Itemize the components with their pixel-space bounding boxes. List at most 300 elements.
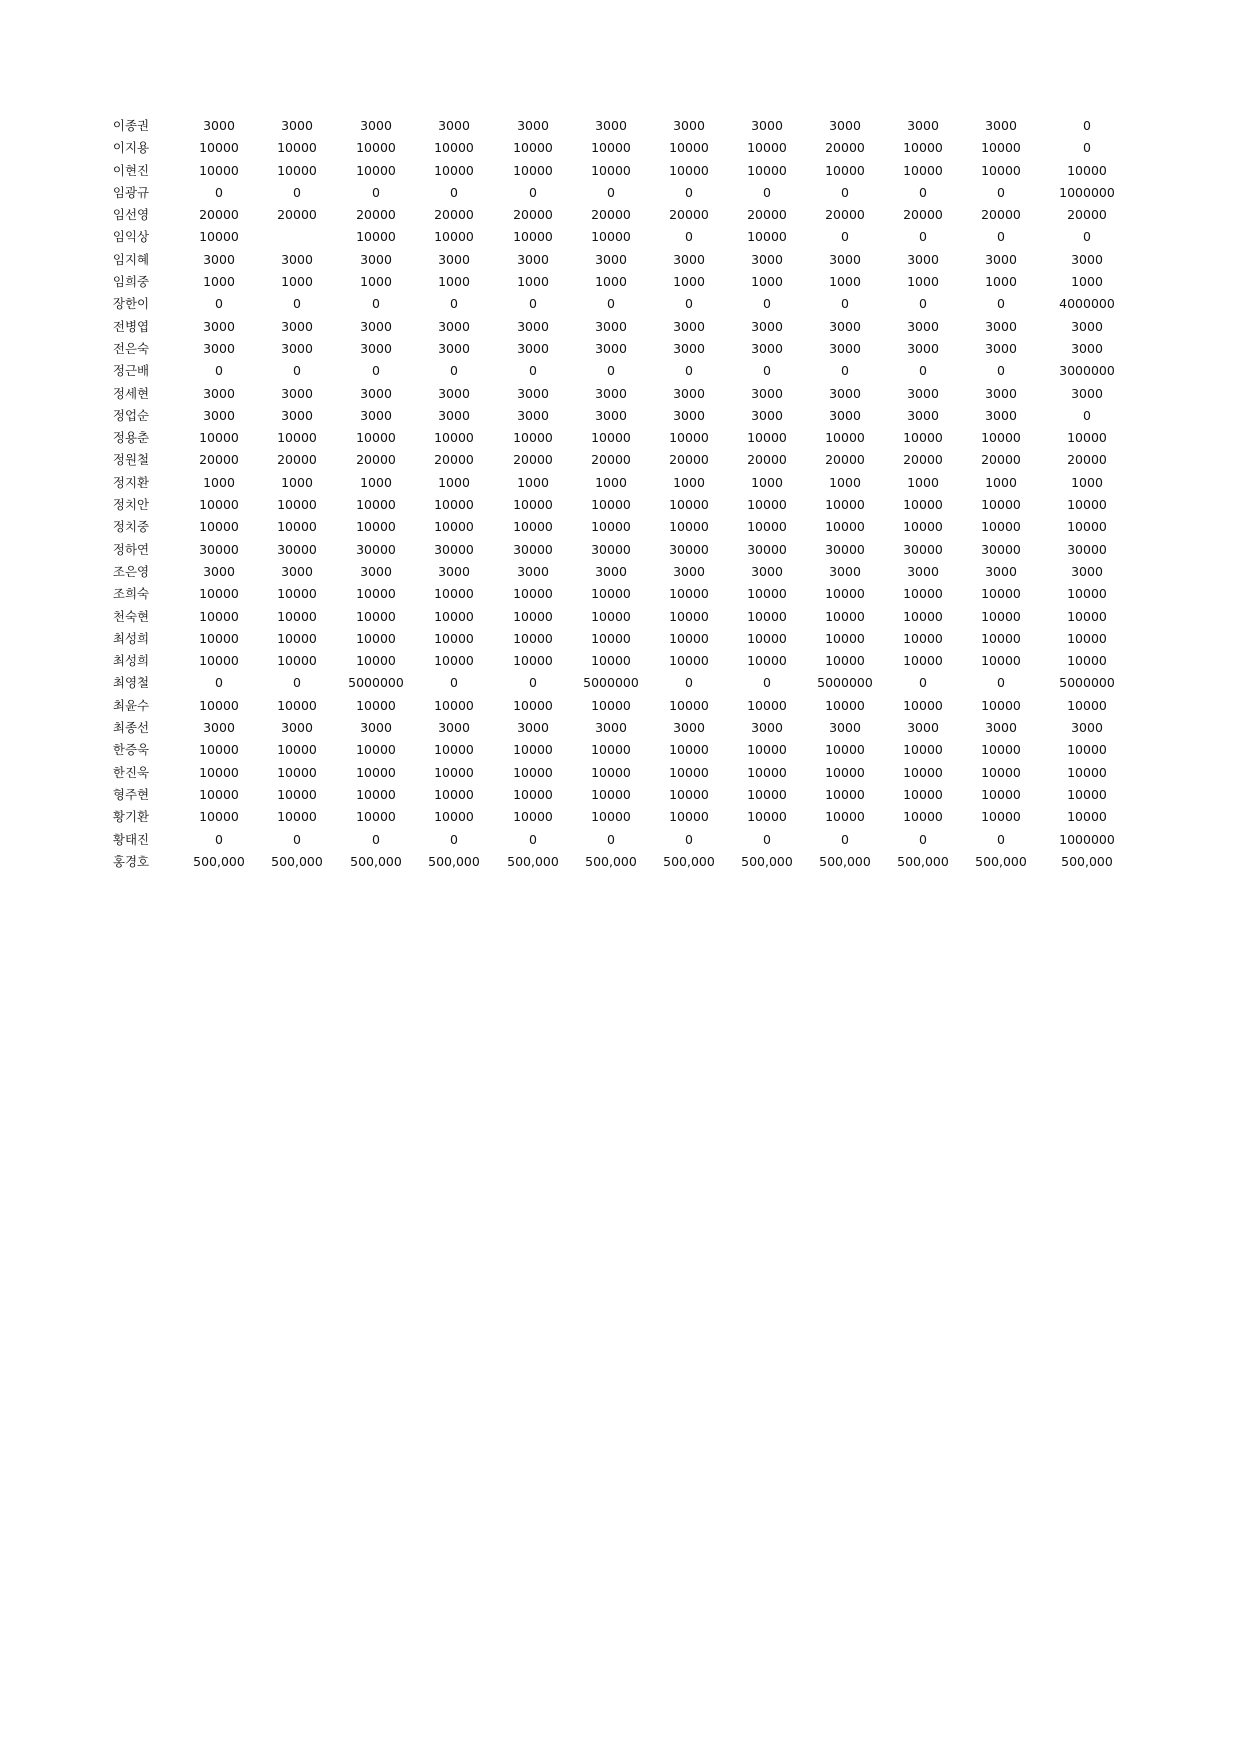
amount-cell: 20000 xyxy=(981,207,1021,223)
table-row xyxy=(108,606,1133,628)
amount-cell: 10000 xyxy=(981,608,1021,624)
row-name: 정치안 xyxy=(112,497,150,513)
amount-cell: 3000 xyxy=(673,251,705,267)
amount-cell: 10000 xyxy=(747,764,787,780)
amount-cell: 10000 xyxy=(825,786,865,802)
amount-cell: 3000 xyxy=(281,407,313,423)
row-name: 임익상 xyxy=(112,229,150,245)
table-row xyxy=(108,650,1133,672)
amount-cell: 10000 xyxy=(199,519,239,535)
amount-cell: 3000 xyxy=(985,118,1017,133)
amount-cell: 0 xyxy=(293,184,301,200)
amount-cell: 3000 xyxy=(1071,563,1103,579)
amount-cell: 3000 xyxy=(829,407,861,423)
amount-cell: 10000 xyxy=(356,697,396,713)
amount-cell: 10000 xyxy=(513,764,553,780)
amount-cell: 0 xyxy=(293,675,301,691)
amount-cell: 500,000 xyxy=(975,853,1027,869)
amount-cell: 10000 xyxy=(591,786,631,802)
amount-cell: 0 xyxy=(919,229,927,245)
amount-cell: 0 xyxy=(607,296,615,312)
amount-cell: 3000 xyxy=(985,340,1017,356)
amount-cell: 10000 xyxy=(434,630,474,646)
amount-cell: 1000 xyxy=(1071,274,1103,290)
amount-cell: 1000 xyxy=(595,474,627,490)
amount-cell: 3000 xyxy=(985,720,1017,736)
table-row xyxy=(108,739,1133,761)
amount-cell: 10000 xyxy=(669,586,709,602)
amount-cell: 0 xyxy=(293,831,301,847)
amount-cell: 10000 xyxy=(356,742,396,758)
amount-cell: 0 xyxy=(1083,229,1091,245)
amount-cell: 3000 xyxy=(360,318,392,334)
table-row xyxy=(108,762,1133,784)
amount-cell: 10000 xyxy=(903,742,943,758)
amount-cell: 20000 xyxy=(903,207,943,223)
amount-cell: 10000 xyxy=(513,742,553,758)
amount-cell: 0 xyxy=(529,675,537,691)
amount-cell: 10000 xyxy=(199,809,239,825)
amount-cell: 3000 xyxy=(907,563,939,579)
amount-cell: 10000 xyxy=(513,697,553,713)
amount-cell: 10000 xyxy=(199,430,239,446)
amount-cell: 3000 xyxy=(438,318,470,334)
row-name: 정업순 xyxy=(112,407,150,423)
amount-cell: 0 xyxy=(685,184,693,200)
amount-cell: 3000 xyxy=(1071,720,1103,736)
amount-cell: 10000 xyxy=(199,742,239,758)
amount-cell: 10000 xyxy=(513,430,553,446)
amount-cell: 10000 xyxy=(825,497,865,513)
amount-cell: 1000 xyxy=(673,274,705,290)
amount-cell: 10000 xyxy=(747,586,787,602)
amount-cell: 3000 xyxy=(595,720,627,736)
amount-cell: 0 xyxy=(215,675,223,691)
table-row xyxy=(108,516,1133,538)
amount-cell: 1000 xyxy=(751,274,783,290)
amount-cell: 10000 xyxy=(825,697,865,713)
amount-cell: 500,000 xyxy=(663,853,715,869)
amount-cell: 10000 xyxy=(825,162,865,178)
amount-cell: 10000 xyxy=(591,430,631,446)
amount-cell: 10000 xyxy=(277,653,317,669)
amount-cell: 10000 xyxy=(747,229,787,245)
amount-cell: 5000000 xyxy=(1059,675,1115,691)
amount-cell: 3000 xyxy=(751,118,783,133)
amount-cell: 0 xyxy=(919,675,927,691)
amount-cell: 30000 xyxy=(356,541,396,557)
amount-cell: 3000 xyxy=(517,251,549,267)
amount-cell: 20000 xyxy=(747,207,787,223)
amount-cell: 10000 xyxy=(356,229,396,245)
amount-cell: 0 xyxy=(372,831,380,847)
amount-cell: 1000000 xyxy=(1059,184,1115,200)
amount-cell: 10000 xyxy=(747,742,787,758)
table-row xyxy=(108,539,1133,561)
amount-cell: 10000 xyxy=(277,742,317,758)
amount-cell: 30000 xyxy=(903,541,943,557)
amount-cell: 0 xyxy=(919,831,927,847)
amount-cell: 20000 xyxy=(356,452,396,468)
amount-cell: 20000 xyxy=(669,452,709,468)
amount-cell: 10000 xyxy=(591,630,631,646)
amount-cell: 10000 xyxy=(277,697,317,713)
amount-cell: 3000 xyxy=(517,318,549,334)
amount-cell: 0 xyxy=(997,184,1005,200)
amount-cell: 10000 xyxy=(903,519,943,535)
amount-cell: 0 xyxy=(607,831,615,847)
table-row xyxy=(108,204,1133,226)
amount-cell: 10000 xyxy=(1067,586,1107,602)
amount-cell: 3000 xyxy=(751,385,783,401)
amount-cell: 3000 xyxy=(203,318,235,334)
amount-cell: 10000 xyxy=(356,608,396,624)
row-name: 형주현 xyxy=(112,786,150,802)
amount-cell: 3000 xyxy=(751,563,783,579)
amount-cell: 3000 xyxy=(595,407,627,423)
amount-cell: 10000 xyxy=(747,630,787,646)
amount-cell: 1000 xyxy=(203,274,235,290)
amount-cell: 3000 xyxy=(907,318,939,334)
amount-cell: 3000 xyxy=(829,563,861,579)
amount-cell: 10000 xyxy=(825,809,865,825)
amount-cell: 20000 xyxy=(591,452,631,468)
amount-cell: 10000 xyxy=(981,519,1021,535)
row-name: 조희숙 xyxy=(112,586,150,602)
amount-cell: 10000 xyxy=(199,140,239,156)
amount-cell: 10000 xyxy=(981,786,1021,802)
row-name: 정용춘 xyxy=(112,430,150,446)
amount-cell: 10000 xyxy=(1067,162,1107,178)
amount-cell: 10000 xyxy=(277,586,317,602)
amount-cell: 10000 xyxy=(434,653,474,669)
amount-cell: 3000 xyxy=(907,340,939,356)
amount-cell: 0 xyxy=(1083,140,1091,156)
amount-cell: 0 xyxy=(1083,407,1091,423)
table-row xyxy=(108,472,1133,494)
amount-cell: 10000 xyxy=(434,586,474,602)
amount-cell: 10000 xyxy=(199,697,239,713)
amount-cell: 3000 xyxy=(360,563,392,579)
amount-cell: 10000 xyxy=(747,162,787,178)
amount-cell: 3000 xyxy=(673,407,705,423)
amount-cell: 10000 xyxy=(199,786,239,802)
amount-cell: 1000 xyxy=(1071,474,1103,490)
amount-cell: 3000 xyxy=(360,407,392,423)
amount-cell: 3000 xyxy=(438,563,470,579)
amount-cell: 3000 xyxy=(517,340,549,356)
table-row xyxy=(108,360,1133,382)
amount-cell: 10000 xyxy=(277,630,317,646)
amount-cell: 0 xyxy=(841,296,849,312)
amount-cell: 3000 xyxy=(907,720,939,736)
amount-cell: 3000 xyxy=(1071,251,1103,267)
amount-cell: 10000 xyxy=(199,497,239,513)
amount-cell: 10000 xyxy=(277,519,317,535)
row-name: 최종선 xyxy=(112,720,150,736)
amount-cell: 10000 xyxy=(591,742,631,758)
amount-cell: 1000 xyxy=(751,474,783,490)
amount-cell: 0 xyxy=(372,184,380,200)
amount-cell: 3000 xyxy=(281,340,313,356)
amount-cell: 0 xyxy=(997,831,1005,847)
amount-cell: 30000 xyxy=(591,541,631,557)
amount-cell: 0 xyxy=(607,184,615,200)
amount-cell: 20000 xyxy=(903,452,943,468)
amount-cell: 10000 xyxy=(981,742,1021,758)
amount-cell: 20000 xyxy=(199,452,239,468)
amount-cell: 20000 xyxy=(434,452,474,468)
amount-cell: 10000 xyxy=(1067,809,1107,825)
amount-cell: 1000 xyxy=(203,474,235,490)
amount-cell: 10000 xyxy=(434,497,474,513)
amount-cell: 10000 xyxy=(356,786,396,802)
amount-cell: 3000 xyxy=(360,385,392,401)
table-row xyxy=(108,561,1133,583)
amount-cell: 20000 xyxy=(825,452,865,468)
amount-cell: 10000 xyxy=(277,140,317,156)
row-name: 임지혜 xyxy=(112,251,150,267)
table-row xyxy=(108,383,1133,405)
amount-cell: 10000 xyxy=(356,653,396,669)
row-name: 정치중 xyxy=(112,519,150,535)
amount-cell: 10000 xyxy=(513,786,553,802)
amount-cell: 0 xyxy=(997,675,1005,691)
amount-cell: 10000 xyxy=(434,697,474,713)
amount-cell: 10000 xyxy=(669,162,709,178)
row-name: 천숙현 xyxy=(112,608,150,624)
amount-cell: 3000 xyxy=(517,720,549,736)
amount-cell: 3000 xyxy=(281,318,313,334)
table-row xyxy=(108,405,1133,427)
amount-cell: 3000 xyxy=(438,118,470,133)
amount-cell: 10000 xyxy=(1067,497,1107,513)
amount-cell: 3000 xyxy=(985,251,1017,267)
amount-cell: 30000 xyxy=(513,541,553,557)
amount-cell: 3000 xyxy=(281,720,313,736)
amount-cell: 1000 xyxy=(595,274,627,290)
amount-cell: 10000 xyxy=(747,519,787,535)
table-row xyxy=(108,672,1133,694)
amount-cell: 10000 xyxy=(669,140,709,156)
amount-cell: 3000 xyxy=(360,118,392,133)
amount-cell: 0 xyxy=(685,675,693,691)
amount-cell: 10000 xyxy=(669,786,709,802)
amount-cell: 3000 xyxy=(595,318,627,334)
amount-cell: 10000 xyxy=(277,786,317,802)
amount-cell: 10000 xyxy=(981,140,1021,156)
amount-cell: 10000 xyxy=(825,430,865,446)
amount-cell: 10000 xyxy=(199,162,239,178)
amount-cell: 3000 xyxy=(907,251,939,267)
amount-cell: 3000 xyxy=(751,407,783,423)
amount-cell: 0 xyxy=(685,363,693,379)
amount-cell: 10000 xyxy=(356,764,396,780)
amount-cell: 10000 xyxy=(1067,630,1107,646)
amount-cell: 3000 xyxy=(203,720,235,736)
amount-cell: 10000 xyxy=(825,742,865,758)
amount-cell: 500,000 xyxy=(428,853,480,869)
amount-cell: 3000 xyxy=(203,563,235,579)
amount-cell: 10000 xyxy=(591,809,631,825)
amount-cell: 20000 xyxy=(1067,452,1107,468)
amount-cell: 0 xyxy=(293,296,301,312)
amount-cell: 3000 xyxy=(203,340,235,356)
amount-cell: 30000 xyxy=(669,541,709,557)
amount-cell: 3000 xyxy=(829,318,861,334)
amount-cell: 1000 xyxy=(829,474,861,490)
amount-cell: 10000 xyxy=(903,786,943,802)
amount-cell: 1000000 xyxy=(1059,831,1115,847)
row-name: 최영철 xyxy=(112,675,150,691)
amount-cell: 3000 xyxy=(203,251,235,267)
amount-cell: 10000 xyxy=(434,608,474,624)
amount-cell: 10000 xyxy=(434,764,474,780)
amount-cell: 3000 xyxy=(438,340,470,356)
amount-cell: 10000 xyxy=(356,586,396,602)
amount-cell: 3000 xyxy=(829,118,861,133)
amount-cell: 1000 xyxy=(985,474,1017,490)
row-name: 임광규 xyxy=(112,184,150,200)
amount-cell: 3000 xyxy=(517,118,549,133)
amount-cell: 30000 xyxy=(747,541,787,557)
amount-cell: 10000 xyxy=(669,809,709,825)
amount-cell: 3000 xyxy=(438,407,470,423)
amount-cell: 3000 xyxy=(517,385,549,401)
amount-cell: 4000000 xyxy=(1059,296,1115,312)
amount-cell: 10000 xyxy=(513,497,553,513)
amount-cell: 10000 xyxy=(591,608,631,624)
table-row xyxy=(108,182,1133,204)
amount-cell: 10000 xyxy=(669,608,709,624)
amount-cell: 500,000 xyxy=(193,853,245,869)
amount-cell: 3000 xyxy=(595,251,627,267)
amount-cell: 10000 xyxy=(669,519,709,535)
amount-cell: 10000 xyxy=(434,742,474,758)
amount-cell: 3000 xyxy=(751,340,783,356)
amount-cell: 10000 xyxy=(747,497,787,513)
amount-cell: 10000 xyxy=(747,653,787,669)
amount-cell: 10000 xyxy=(513,519,553,535)
amount-cell: 10000 xyxy=(1067,764,1107,780)
amount-cell: 3000 xyxy=(438,720,470,736)
amount-cell: 10000 xyxy=(981,697,1021,713)
amount-cell: 3000 xyxy=(985,407,1017,423)
amount-cell: 10000 xyxy=(747,786,787,802)
amount-cell: 0 xyxy=(841,831,849,847)
amount-cell: 0 xyxy=(763,296,771,312)
amount-cell: 10000 xyxy=(513,630,553,646)
table-row xyxy=(108,628,1133,650)
amount-cell: 0 xyxy=(529,363,537,379)
amount-cell: 10000 xyxy=(277,608,317,624)
amount-cell: 3000 xyxy=(907,407,939,423)
amount-cell: 500,000 xyxy=(897,853,949,869)
amount-cell: 0 xyxy=(997,296,1005,312)
amount-cell: 10000 xyxy=(513,809,553,825)
amount-cell: 10000 xyxy=(903,630,943,646)
amount-cell: 0 xyxy=(1083,118,1091,133)
amount-cell: 5000000 xyxy=(583,675,639,691)
table-row xyxy=(108,449,1133,471)
amount-cell: 0 xyxy=(215,184,223,200)
amount-cell: 10000 xyxy=(356,430,396,446)
amount-cell: 3000 xyxy=(203,118,235,133)
amount-cell: 10000 xyxy=(434,430,474,446)
row-name: 황기환 xyxy=(112,809,150,825)
amount-cell: 10000 xyxy=(591,697,631,713)
amount-cell: 20000 xyxy=(277,207,317,223)
row-name: 임희중 xyxy=(112,274,150,290)
amount-cell: 10000 xyxy=(434,786,474,802)
row-name: 한진욱 xyxy=(112,764,150,780)
amount-cell: 3000 xyxy=(281,563,313,579)
amount-cell: 10000 xyxy=(981,809,1021,825)
amount-cell: 0 xyxy=(450,296,458,312)
amount-cell: 10000 xyxy=(434,140,474,156)
table-row xyxy=(108,784,1133,806)
amount-cell: 30000 xyxy=(434,541,474,557)
amount-cell: 10000 xyxy=(1067,608,1107,624)
amount-cell: 3000 xyxy=(360,720,392,736)
amount-cell: 3000 xyxy=(438,251,470,267)
table-row xyxy=(108,427,1133,449)
amount-cell: 3000 xyxy=(360,251,392,267)
table-row xyxy=(108,226,1133,248)
amount-cell: 1000 xyxy=(907,274,939,290)
amount-cell: 3000 xyxy=(1071,385,1103,401)
amount-cell: 0 xyxy=(215,831,223,847)
amount-cell: 3000 xyxy=(595,118,627,133)
amount-cell: 30000 xyxy=(1067,541,1107,557)
amount-cell: 0 xyxy=(215,296,223,312)
amount-cell: 3000 xyxy=(907,118,939,133)
amount-cell: 3000 xyxy=(203,385,235,401)
table-row xyxy=(108,717,1133,739)
amount-cell: 5000000 xyxy=(348,675,404,691)
amount-cell: 3000 xyxy=(438,385,470,401)
row-name: 정세현 xyxy=(112,385,150,401)
amount-cell xyxy=(259,226,335,248)
amount-cell: 20000 xyxy=(591,207,631,223)
amount-cell: 10000 xyxy=(591,162,631,178)
amount-cell: 3000 xyxy=(673,385,705,401)
amount-cell: 30000 xyxy=(277,541,317,557)
table-row xyxy=(108,316,1133,338)
amount-cell: 10000 xyxy=(903,653,943,669)
amount-cell: 10000 xyxy=(825,653,865,669)
amount-cell: 0 xyxy=(450,831,458,847)
amount-cell: 20000 xyxy=(356,207,396,223)
amount-cell: 500,000 xyxy=(741,853,793,869)
amount-cell: 0 xyxy=(841,363,849,379)
row-name: 장한이 xyxy=(112,296,150,312)
amount-cell: 10000 xyxy=(277,809,317,825)
amount-cell: 500,000 xyxy=(819,853,871,869)
amount-cell: 10000 xyxy=(356,809,396,825)
donation-table xyxy=(108,115,1133,873)
row-name: 정하연 xyxy=(112,541,150,557)
amount-cell: 3000 xyxy=(281,385,313,401)
table-row xyxy=(108,494,1133,516)
row-name: 정근배 xyxy=(112,363,150,379)
amount-cell: 1000 xyxy=(907,474,939,490)
amount-cell: 3000 xyxy=(985,563,1017,579)
amount-cell: 0 xyxy=(919,296,927,312)
amount-cell: 10000 xyxy=(1067,430,1107,446)
amount-cell: 10000 xyxy=(903,764,943,780)
amount-cell: 10000 xyxy=(747,430,787,446)
